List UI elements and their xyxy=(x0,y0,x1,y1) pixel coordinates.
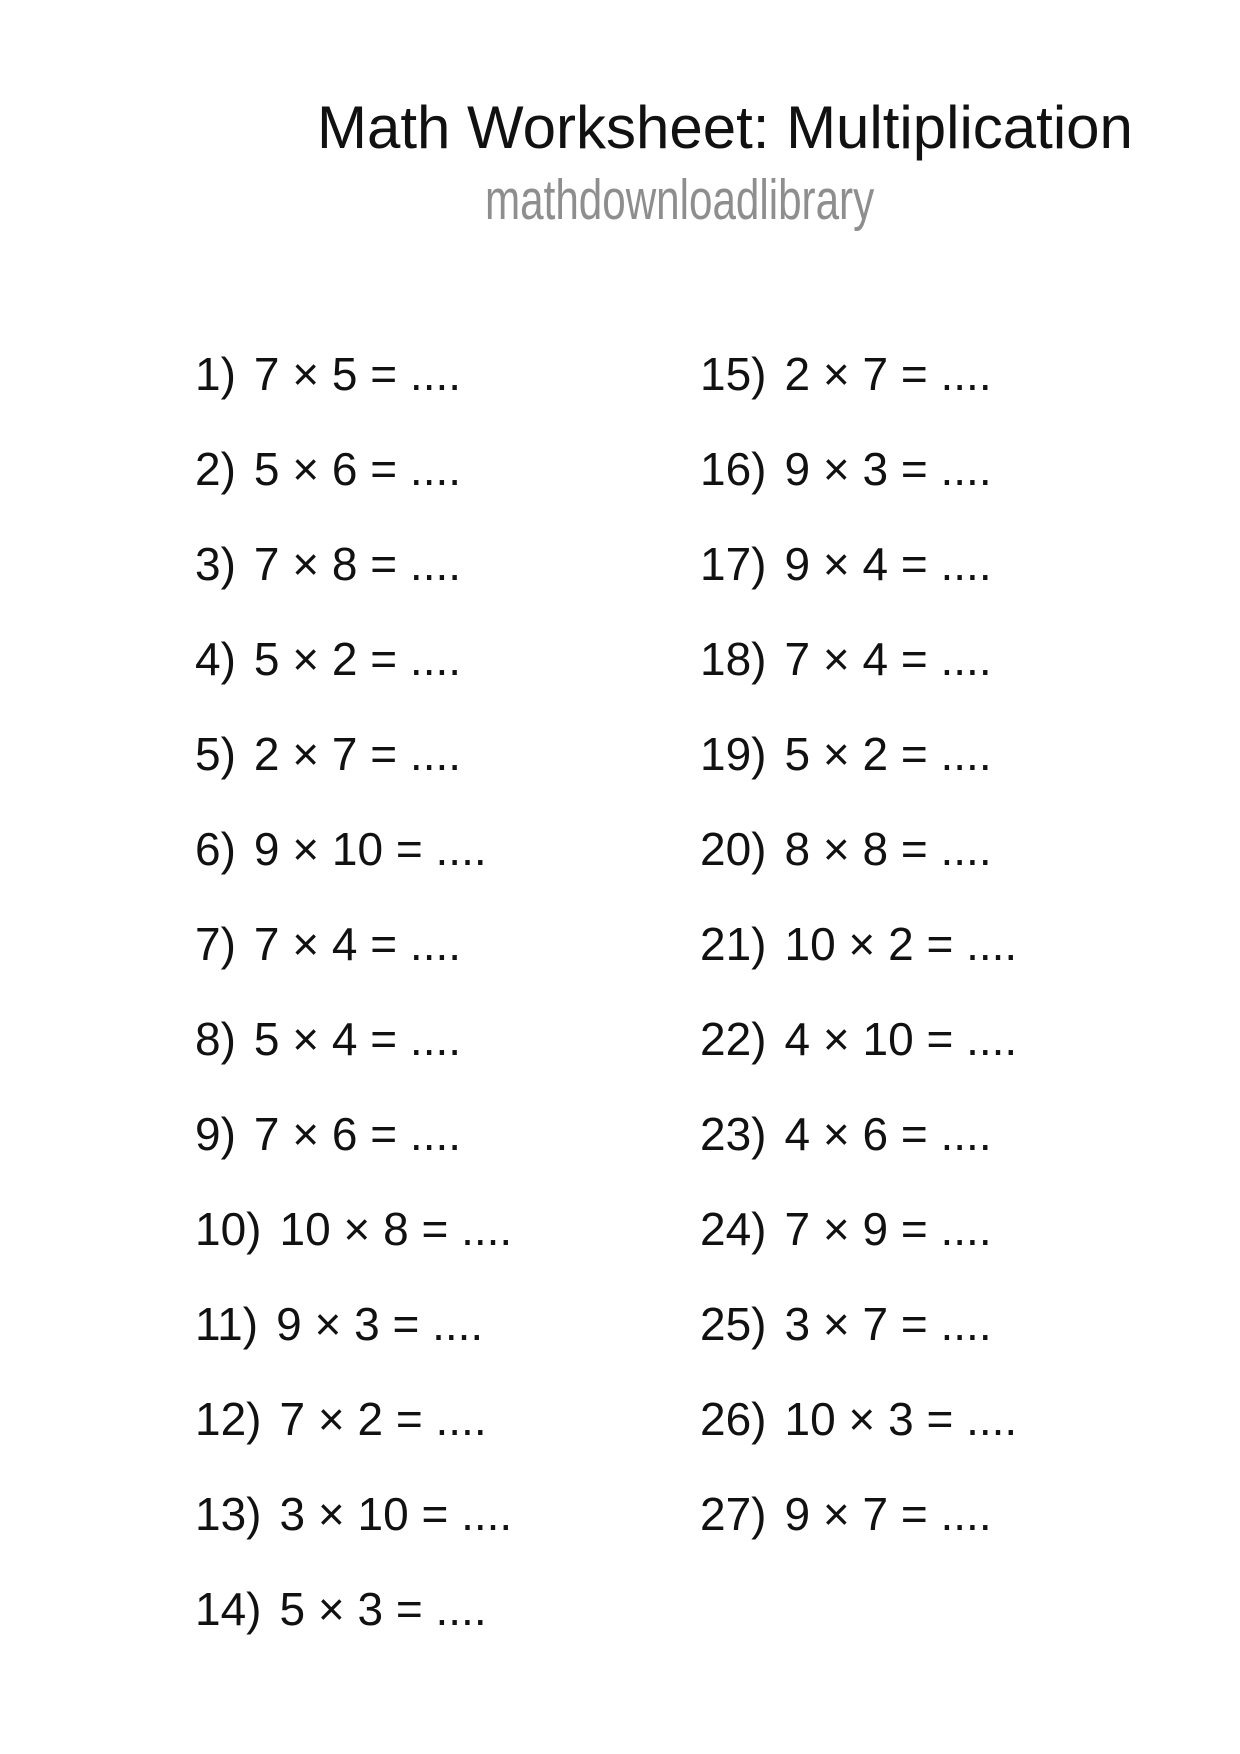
problem-expression: 9 × 3 = .... xyxy=(276,1297,484,1350)
problem-number: 10) xyxy=(195,1202,262,1255)
problem-expression: 5 × 2 = .... xyxy=(784,727,992,780)
problem-number: 15) xyxy=(700,347,767,400)
problem-expression: 3 × 7 = .... xyxy=(784,1297,992,1350)
problem-row xyxy=(700,326,1220,421)
problem-expression: 10 × 8 = .... xyxy=(279,1202,513,1255)
problem-number: 17) xyxy=(700,537,767,590)
problem-row xyxy=(195,801,695,896)
problem-row xyxy=(700,991,1220,1086)
problem-expression: 2 × 7 = .... xyxy=(253,727,462,780)
problem-row xyxy=(700,421,1220,516)
problem-expression: 10 × 2 = .... xyxy=(784,917,1018,970)
problem-row xyxy=(195,1371,695,1466)
problem-number: 18) xyxy=(700,632,767,685)
problem-expression: 7 × 6 = .... xyxy=(253,1107,462,1160)
problem-row xyxy=(700,1466,1220,1561)
problem-row xyxy=(700,1086,1220,1181)
problem-row xyxy=(195,611,695,706)
problem-row xyxy=(700,1181,1220,1276)
problem-number: 5) xyxy=(195,727,236,780)
problem-number: 3) xyxy=(195,537,236,590)
problem-expression: 5 × 4 = .... xyxy=(253,1012,462,1065)
problem-number: 24) xyxy=(700,1202,767,1255)
problem-expression: 7 × 8 = .... xyxy=(253,537,462,590)
problem-expression: 7 × 2 = .... xyxy=(279,1392,487,1445)
problem-row xyxy=(195,421,695,516)
problem-row xyxy=(195,1561,695,1656)
problem-row xyxy=(195,516,695,611)
problem-expression: 5 × 3 = .... xyxy=(279,1582,487,1635)
problem-expression: 3 × 10 = .... xyxy=(279,1487,513,1540)
problem-number: 26) xyxy=(700,1392,767,1445)
problem-number: 22) xyxy=(700,1012,767,1065)
problem-row xyxy=(195,326,695,421)
problem-expression: 9 × 4 = .... xyxy=(784,537,992,590)
problem-number: 20) xyxy=(700,822,767,875)
problem-number: 19) xyxy=(700,727,767,780)
problem-row xyxy=(700,611,1220,706)
problem-expression: 10 × 3 = .... xyxy=(784,1392,1018,1445)
problem-expression: 5 × 6 = .... xyxy=(253,442,462,495)
problem-number: 4) xyxy=(195,632,236,685)
problem-number: 21) xyxy=(700,917,767,970)
problem-number: 6) xyxy=(195,822,236,875)
problem-number: 11) xyxy=(195,1297,259,1350)
problem-number: 12) xyxy=(195,1392,262,1445)
problem-row xyxy=(195,1276,695,1371)
problem-number: 13) xyxy=(195,1487,262,1540)
problem-row xyxy=(195,1181,695,1276)
problem-expression: 7 × 5 = .... xyxy=(253,347,462,400)
problem-row xyxy=(700,896,1220,991)
problem-expression: 9 × 3 = .... xyxy=(784,442,992,495)
problems-column-left xyxy=(195,326,695,1656)
problem-expression: 4 × 6 = .... xyxy=(784,1107,992,1160)
problem-row xyxy=(195,706,695,801)
problem-row xyxy=(700,1371,1220,1466)
problem-number: 16) xyxy=(700,442,767,495)
page-title: Math Worksheet: Multiplication xyxy=(317,94,1133,161)
problem-number: 9) xyxy=(195,1107,236,1160)
problems-column-right xyxy=(700,326,1220,1561)
problem-row xyxy=(195,1086,695,1181)
problem-expression: 7 × 4 = .... xyxy=(253,917,462,970)
problem-row xyxy=(195,991,695,1086)
problem-number: 1) xyxy=(195,347,236,400)
problem-row xyxy=(700,1276,1220,1371)
problem-expression: 5 × 2 = .... xyxy=(253,632,462,685)
problem-number: 25) xyxy=(700,1297,767,1350)
problem-expression: 7 × 9 = .... xyxy=(784,1202,992,1255)
problem-number: 14) xyxy=(195,1582,262,1635)
problem-number: 27) xyxy=(700,1487,767,1540)
problem-row xyxy=(700,801,1220,896)
watermark-brand: mathdownloadlibrary xyxy=(485,168,875,232)
problem-row xyxy=(700,706,1220,801)
problem-expression: 7 × 4 = .... xyxy=(784,632,992,685)
problem-expression: 4 × 10 = .... xyxy=(784,1012,1018,1065)
problem-expression: 9 × 7 = .... xyxy=(784,1487,992,1540)
problem-expression: 2 × 7 = .... xyxy=(784,347,992,400)
problem-number: 23) xyxy=(700,1107,767,1160)
problem-row xyxy=(195,1466,695,1561)
problem-expression: 8 × 8 = .... xyxy=(784,822,992,875)
problem-number: 2) xyxy=(195,442,236,495)
problem-number: 8) xyxy=(195,1012,236,1065)
problem-number: 7) xyxy=(195,917,236,970)
problem-row xyxy=(195,896,695,991)
problem-expression: 9 × 10 = .... xyxy=(253,822,487,875)
problem-row xyxy=(700,516,1220,611)
